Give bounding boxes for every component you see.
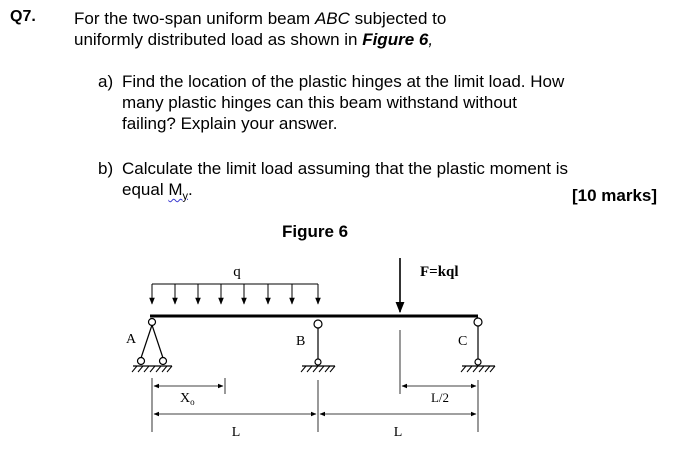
question-number: Q7. — [10, 8, 36, 25]
beam-name: ABC — [314, 9, 350, 28]
dim-l2-label: L — [393, 425, 403, 440]
plastic-moment-symbol: $M_y$ — [168, 180, 188, 203]
question-line2-prefix: uniformly distributed load as shown in — [74, 30, 363, 49]
question-line1-suffix: subjected to — [349, 9, 447, 28]
support-label-a: A — [126, 332, 137, 347]
question-line2-suffix: , — [428, 30, 434, 49]
part-b-label: b) — [98, 159, 114, 178]
support-a — [132, 319, 172, 373]
point-load-label: F=kql — [420, 264, 459, 280]
dim-half-label: L/2 — [430, 390, 450, 405]
support-label-c: C — [458, 334, 468, 349]
dimensions — [152, 330, 478, 432]
dim-l1-label: L — [231, 425, 241, 440]
support-label-b: B — [296, 334, 306, 349]
part-a-text: Find the location of the plastic hinges at the limit load. How many plastic hinges can this beam withstand without failing? Explain your answer. — [122, 72, 565, 133]
figure-reference: Figure 6 — [362, 30, 429, 49]
figure-title: Figure 6 — [282, 222, 349, 241]
distributed-load — [152, 284, 318, 304]
part-a-label: a) — [98, 72, 114, 91]
support-b — [301, 320, 335, 372]
part-b-text-prefix: Calculate the limit load assuming that the plastic moment is equal — [122, 159, 568, 199]
dim-x0-label: $X_o$ — [180, 391, 195, 407]
marks-label: [10 marks] — [572, 186, 658, 205]
part-b-text-suffix: . — [188, 180, 193, 199]
question-line1-prefix: For the two-span uniform beam — [74, 9, 315, 28]
load-label: q — [233, 264, 241, 280]
